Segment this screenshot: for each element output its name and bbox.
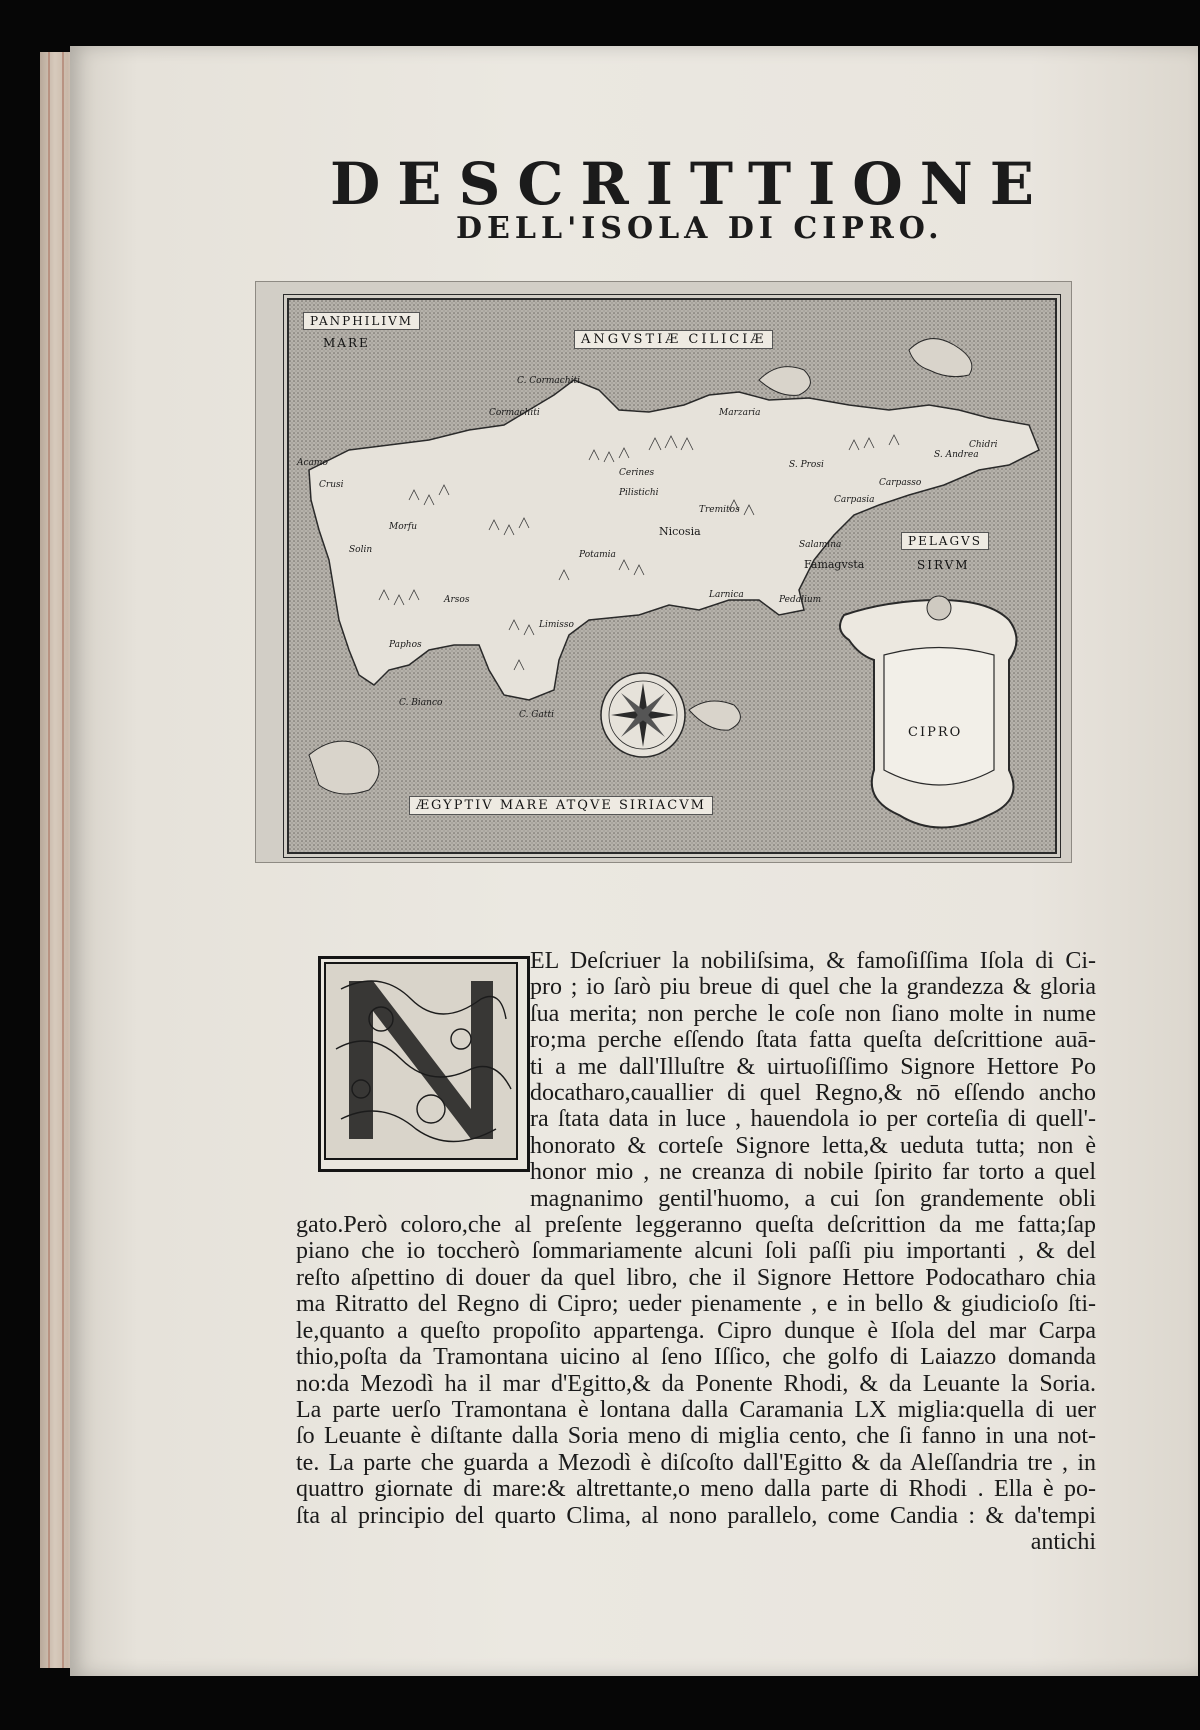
text-line: ra ſtata data in luce , hauendola io per corteſia di quell'-: [530, 1106, 1096, 1133]
place-label: Cormachiti: [489, 408, 540, 418]
place-label: Paphos: [389, 640, 422, 650]
place-label: Potamia: [579, 550, 616, 560]
text-line: thio,poſta da Tramontana uicino al ſeno Iſſico, che golfo di Laiazzo domanda: [296, 1344, 1096, 1371]
place-label: Salamina: [799, 540, 842, 550]
sea-label-angustiae-ciliciae: ANGVSTIÆ CILICIÆ: [574, 330, 773, 349]
text-line: pro ; io ſarò piu breue di quel che la grandezza & gloria: [530, 974, 1096, 1001]
text-line: ſta al principio del quarto Clima, al nono parallelo, come Candia : & da'tempi: [296, 1502, 1096, 1529]
sea-label-pelagus: PELAGVS: [901, 532, 989, 550]
text-line: EL Deſcriuer la nobiliſsima, & famoſiſſima Iſola di Ci-: [530, 948, 1096, 974]
place-label: Pedalium: [779, 595, 822, 605]
place-label: Tremitos: [699, 505, 740, 515]
text-line: quattro giornate di mare:& altrettante,o meno dalla parte di Rhodi . Ella è po-: [296, 1476, 1096, 1503]
place-label-famagusta: Famagvsta: [804, 558, 865, 571]
text-line: te. La parte che guarda a Mezodì è diſcoſto dall'Egitto & da Aleſſandria tre , in: [296, 1449, 1096, 1476]
place-label: C. Bianco: [399, 698, 443, 708]
map-of-cyprus: [287, 298, 1057, 854]
place-label: Carpasia: [834, 495, 875, 505]
place-label: C. Gatti: [519, 710, 554, 720]
body-text: [296, 948, 1096, 1555]
page-subtitle: DELL'ISOLA DI CIPRO.: [456, 211, 944, 246]
place-label: Solin: [349, 545, 373, 555]
place-label: Carpasso: [879, 478, 922, 488]
text-line: honorato & corteſe Signore letta,& ueduta tutta; non è: [530, 1132, 1096, 1159]
sea-label-panphilium: PANPHILIVM: [303, 312, 420, 330]
text-line: honor mio , ne creanza di nobile ſpirito far torto a quel: [530, 1159, 1096, 1186]
text-line: ti a me dall'Illuſtre & uirtuoſiſſimo Signore Hettore Po: [530, 1053, 1096, 1080]
text-line: le,quanto a queſto propoſito appartenga. Cipro dunque è Iſola del mar Carpa: [296, 1317, 1096, 1344]
text-line: ſua merita; non perche le coſe non ſiano molte in nume: [530, 1000, 1096, 1027]
page-title: DESCRITTIONE: [330, 150, 1052, 218]
text-line: La parte uerſo Tramontana è lontana dalla Caramania LX miglia:quella di uer: [296, 1396, 1096, 1423]
text-line: gato.Però coloro,che al preſente leggeranno queſta deſcrittion da me fatta;ſap: [296, 1212, 1096, 1239]
place-label: Acamo: [297, 458, 328, 468]
place-label: Limisso: [539, 620, 574, 630]
text-line: docatharo,cauallier di quel Regno,& nō eſſendo ancho: [530, 1080, 1096, 1107]
place-label: Cerines: [619, 468, 655, 478]
sea-label-mare: MARE: [323, 336, 370, 350]
place-label-nicosia: Nicosia: [659, 525, 701, 538]
text-line-catchword: antichi: [1030, 1528, 1096, 1555]
place-label: Pilistichi: [619, 488, 659, 498]
place-label: Arsos: [444, 595, 470, 605]
map-engraving: [289, 300, 1055, 852]
text-line: reſto aſpettino di douer da quel libro, che il Signore Hettore Podocatharo chia: [296, 1264, 1096, 1291]
cartouche-label: CIPRO: [908, 725, 963, 740]
sea-label-aegyptiu-mare: ÆGYPTIV MARE ATQVE SIRIACVM: [409, 796, 713, 815]
place-label: Morfu: [389, 522, 418, 532]
place-label: S. Prosi: [789, 460, 824, 470]
place-label: S. Andrea: [934, 450, 979, 460]
place-label: Chidri: [969, 440, 998, 450]
place-label: Marzaria: [719, 408, 761, 418]
text-line: magnanimo gentil'huomo, a cui ſon grandemente obli: [530, 1185, 1096, 1212]
text-line: no:da Mezodì ha il mar d'Egitto,& da Ponente Rhodi, & da Leuante la Soria.: [296, 1370, 1096, 1397]
text-line: piano che io toccherò ſommariamente alcuni ſoli paſſi piu importanti , & del: [296, 1238, 1096, 1265]
sea-label-sirum: SIRVM: [917, 558, 970, 572]
text-line: ma Ritratto del Regno di Cipro; ueder pienamente , e in bello & giudicioſo ſti-: [296, 1291, 1096, 1318]
text-line: ſo Leuante è diſtante dalla Soria meno di miglia cento, che ſi fanno in una not-: [296, 1423, 1096, 1450]
compass-rose: [601, 673, 685, 757]
place-label: Larnica: [709, 590, 744, 600]
place-label: Crusi: [319, 480, 344, 490]
place-label: C. Cormachiti: [517, 376, 581, 386]
text-line: ro;ma perche eſſendo ſtata fatta queſta deſcrittione auā-: [530, 1027, 1096, 1054]
